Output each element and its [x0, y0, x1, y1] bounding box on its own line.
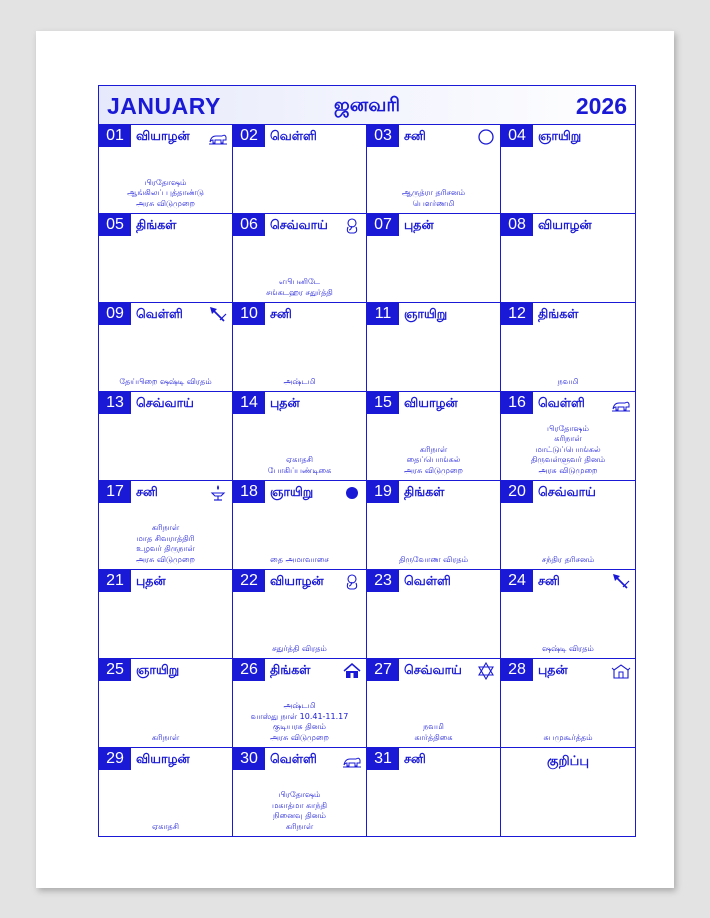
- date-number: 20: [501, 481, 533, 503]
- weekday-name: செவ்வாய்: [136, 395, 194, 410]
- ganesha-icon: [342, 217, 362, 235]
- event-list: [99, 178, 232, 210]
- event-text: திருவோண விரதம்: [398, 554, 469, 564]
- date-number: 17: [99, 481, 131, 503]
- event-text: ஏகாதசி: [286, 455, 313, 464]
- weekday-name: வியாழன்: [404, 395, 458, 410]
- week-row: [99, 481, 635, 570]
- weekday-name: புதன்: [538, 662, 568, 677]
- date-number: 02: [233, 125, 265, 147]
- day-cell: [233, 303, 367, 391]
- weekday-name: சனி: [136, 484, 158, 499]
- event-text: அரசு விடுமுறை: [136, 554, 195, 564]
- lamp-icon: [208, 484, 228, 502]
- date-number: 18: [233, 481, 265, 503]
- event-list: [367, 188, 500, 209]
- date-number: 01: [99, 125, 131, 147]
- day-cell: [367, 303, 501, 391]
- week-row: [99, 303, 635, 392]
- star-of-david-icon: [476, 662, 496, 680]
- weekday-name: வியாழன்: [538, 217, 592, 232]
- event-text: பிரதோஷம்: [547, 423, 589, 433]
- event-list: [367, 555, 500, 566]
- event-list: [501, 377, 635, 388]
- weekday-name: ஞாயிறு: [538, 128, 582, 143]
- weekday-name: திங்கள்: [136, 217, 177, 232]
- date-number: 31: [367, 748, 399, 770]
- event-list: [99, 377, 232, 388]
- event-text: கரிநாள்: [419, 444, 448, 454]
- calendar-grid: [99, 125, 635, 836]
- weekday-name: சனி: [270, 306, 292, 321]
- day-cell: [99, 392, 233, 480]
- event-list: [233, 455, 366, 476]
- event-text: அரசு விடுமுறை: [136, 198, 195, 208]
- date-number: 21: [99, 570, 131, 592]
- event-text: எபிபனிடே: [278, 277, 321, 286]
- date-number: 07: [367, 214, 399, 236]
- weekday-name: வெள்ளி: [538, 395, 585, 410]
- date-number: 04: [501, 125, 533, 147]
- vel-icon: [208, 306, 228, 324]
- day-cell: [367, 659, 501, 747]
- day-cell: [233, 659, 367, 747]
- weekday-name: புதன்: [136, 573, 166, 588]
- vel-icon: [611, 573, 631, 591]
- calendar-sheet: [36, 31, 674, 888]
- week-row: [99, 125, 635, 214]
- event-text: தை அமாவாசை: [270, 554, 329, 564]
- weekday-name: ஞாயிறு: [404, 306, 448, 321]
- day-cell: [99, 303, 233, 391]
- event-text: குடியரசு தினம்: [273, 722, 326, 731]
- event-text: நவமி: [423, 722, 444, 731]
- weekday-name: ஞாயிறு: [270, 484, 314, 499]
- event-list: [233, 701, 366, 743]
- date-number: 24: [501, 570, 533, 592]
- weekday-name: சனி: [404, 128, 426, 143]
- year: 2026: [575, 93, 627, 119]
- date-number: 12: [501, 303, 533, 325]
- date-number: 15: [367, 392, 399, 414]
- notes-label: குறிப்பு: [546, 754, 589, 769]
- date-number: 19: [367, 481, 399, 503]
- event-text: ஷஷ்டி விரதம்: [542, 643, 594, 653]
- weekday-name: திங்கள்: [538, 306, 579, 321]
- event-list: [233, 644, 366, 655]
- date-number: 22: [233, 570, 265, 592]
- date-number: 14: [233, 392, 265, 414]
- event-text: தேய்பிறை ஷஷ்டி விரதம்: [119, 376, 212, 386]
- week-row: [99, 570, 635, 659]
- weekday-name: திங்கள்: [404, 484, 445, 499]
- date-number: 06: [233, 214, 265, 236]
- day-cell: [367, 392, 501, 480]
- event-list: [367, 445, 500, 477]
- event-text: உழவர் திருநாள்: [136, 544, 195, 553]
- date-number: 28: [501, 659, 533, 681]
- event-text: ஆருத்ரா தரிசனம்: [401, 188, 466, 197]
- nandi-icon: [208, 128, 228, 146]
- nandi-icon: [342, 751, 362, 769]
- weekday-name: செவ்வாய்: [538, 484, 596, 499]
- event-text: அஷ்டமி: [283, 376, 316, 386]
- day-cell: [367, 214, 501, 302]
- day-cell: [99, 481, 233, 569]
- event-text: கார்த்திகை: [414, 732, 453, 742]
- house-icon: [342, 662, 362, 680]
- ganesha-icon: [342, 573, 362, 591]
- day-cell: [99, 214, 233, 302]
- day-cell: [99, 125, 233, 213]
- event-list: [501, 644, 635, 655]
- date-number: 27: [367, 659, 399, 681]
- week-row: [99, 392, 635, 481]
- event-text: ஏகாதசி: [152, 821, 179, 831]
- weekday-name: செவ்வாய்: [270, 217, 328, 232]
- day-cell: [99, 570, 233, 658]
- event-list: [99, 822, 232, 833]
- event-text: கரிநாள்: [151, 732, 180, 742]
- date-number: 23: [367, 570, 399, 592]
- date-number: 11: [367, 303, 399, 325]
- date-number: 13: [99, 392, 131, 414]
- event-list: [233, 377, 366, 388]
- temple-icon: [611, 662, 631, 680]
- month-tamil: ஜனவரி: [333, 94, 401, 116]
- date-number: 26: [233, 659, 265, 681]
- weekday-name: வெள்ளி: [404, 573, 451, 588]
- day-cell: [501, 481, 635, 569]
- event-list: [99, 733, 232, 744]
- date-number: 08: [501, 214, 533, 236]
- weekday-name: வியாழன்: [270, 573, 324, 588]
- weekday-name: வெள்ளி: [136, 306, 183, 321]
- weekday-name: செவ்வாய்: [404, 662, 462, 677]
- date-number: 29: [99, 748, 131, 770]
- event-list: [233, 555, 366, 566]
- notes-cell: [501, 748, 635, 836]
- date-number: 03: [367, 125, 399, 147]
- day-cell: [99, 659, 233, 747]
- day-cell: [501, 659, 635, 747]
- event-text: திருவள்ளுவர் தினம்: [530, 455, 606, 464]
- event-text: நவமி: [557, 376, 579, 386]
- date-number: 09: [99, 303, 131, 325]
- date-number: 30: [233, 748, 265, 770]
- weekday-name: திங்கள்: [270, 662, 311, 677]
- event-text: பிரதோஷம்: [144, 177, 187, 187]
- day-cell: [367, 125, 501, 213]
- event-text: சந்திர தரிசனம்: [541, 554, 595, 564]
- day-cell: [233, 392, 367, 480]
- event-text: பிரதோஷம்: [278, 790, 321, 799]
- event-text: மாத சிவராத்திரி: [136, 533, 195, 543]
- event-list: [501, 424, 635, 477]
- day-cell: [99, 748, 233, 836]
- event-list: [501, 555, 635, 566]
- full-moon-icon: [476, 128, 496, 146]
- nandi-icon: [611, 395, 631, 413]
- event-text: சுபமுகூர்த்தம்: [543, 732, 593, 742]
- event-text: போகிப்பண்டிகை: [267, 465, 332, 475]
- calendar: [98, 85, 636, 837]
- event-text: சதுர்த்தி விரதம்: [272, 643, 327, 653]
- calendar-header: [99, 86, 635, 125]
- event-text: நினைவு தினம்: [273, 811, 326, 820]
- day-cell: [367, 748, 501, 836]
- event-text: அரசு விடுமுறை: [538, 465, 598, 475]
- week-row: [99, 748, 635, 836]
- event-text: வாஸ்து நாள் 10.41-11.17: [250, 711, 349, 721]
- day-cell: [501, 125, 635, 213]
- week-row: [99, 659, 635, 748]
- day-cell: [233, 570, 367, 658]
- day-cell: [367, 481, 501, 569]
- event-text: ஆங்கிலப் புத்தாண்டு: [127, 188, 204, 197]
- weekday-name: வியாழன்: [136, 751, 190, 766]
- event-text: கரிநாள்: [554, 434, 582, 443]
- day-cell: [233, 125, 367, 213]
- date-number: 16: [501, 392, 533, 414]
- event-text: பௌர்ணமி: [412, 198, 455, 208]
- day-cell: [233, 748, 367, 836]
- date-number: 05: [99, 214, 131, 236]
- week-row: [99, 214, 635, 303]
- day-cell: [501, 570, 635, 658]
- event-text: கரிநாள்: [285, 821, 314, 831]
- event-text: அரசு விடுமுறை: [270, 732, 329, 742]
- weekday-name: வெள்ளி: [270, 751, 317, 766]
- event-list: [501, 733, 635, 744]
- weekday-name: சனி: [538, 573, 560, 588]
- event-text: அரசு விடுமுறை: [404, 465, 463, 475]
- day-cell: [501, 303, 635, 391]
- event-text: அஷ்டமி: [283, 701, 316, 710]
- event-list: [99, 523, 232, 565]
- event-text: தைப்பொங்கல்: [406, 455, 461, 464]
- day-cell: [501, 392, 635, 480]
- event-text: சங்கடஹர சதுர்த்தி: [266, 287, 333, 297]
- weekday-name: புதன்: [404, 217, 434, 232]
- day-cell: [367, 570, 501, 658]
- event-list: [367, 722, 500, 743]
- weekday-name: வெள்ளி: [270, 128, 317, 143]
- day-cell: [501, 214, 635, 302]
- event-text: கரிநாள்: [151, 523, 180, 532]
- date-number: 10: [233, 303, 265, 325]
- event-text: மாட்டுப்பொங்கல்: [535, 444, 601, 454]
- new-moon-icon: [342, 484, 362, 502]
- day-cell: [233, 214, 367, 302]
- weekday-name: வியாழன்: [136, 128, 190, 143]
- event-list: [233, 790, 366, 832]
- date-number: 25: [99, 659, 131, 681]
- weekday-name: ஞாயிறு: [136, 662, 180, 677]
- month-english: JANUARY: [107, 93, 221, 119]
- weekday-name: புதன்: [270, 395, 300, 410]
- weekday-name: சனி: [404, 751, 426, 766]
- event-text: மகாத்மா காந்தி: [271, 800, 328, 810]
- event-list: [233, 277, 366, 298]
- day-cell: [233, 481, 367, 569]
